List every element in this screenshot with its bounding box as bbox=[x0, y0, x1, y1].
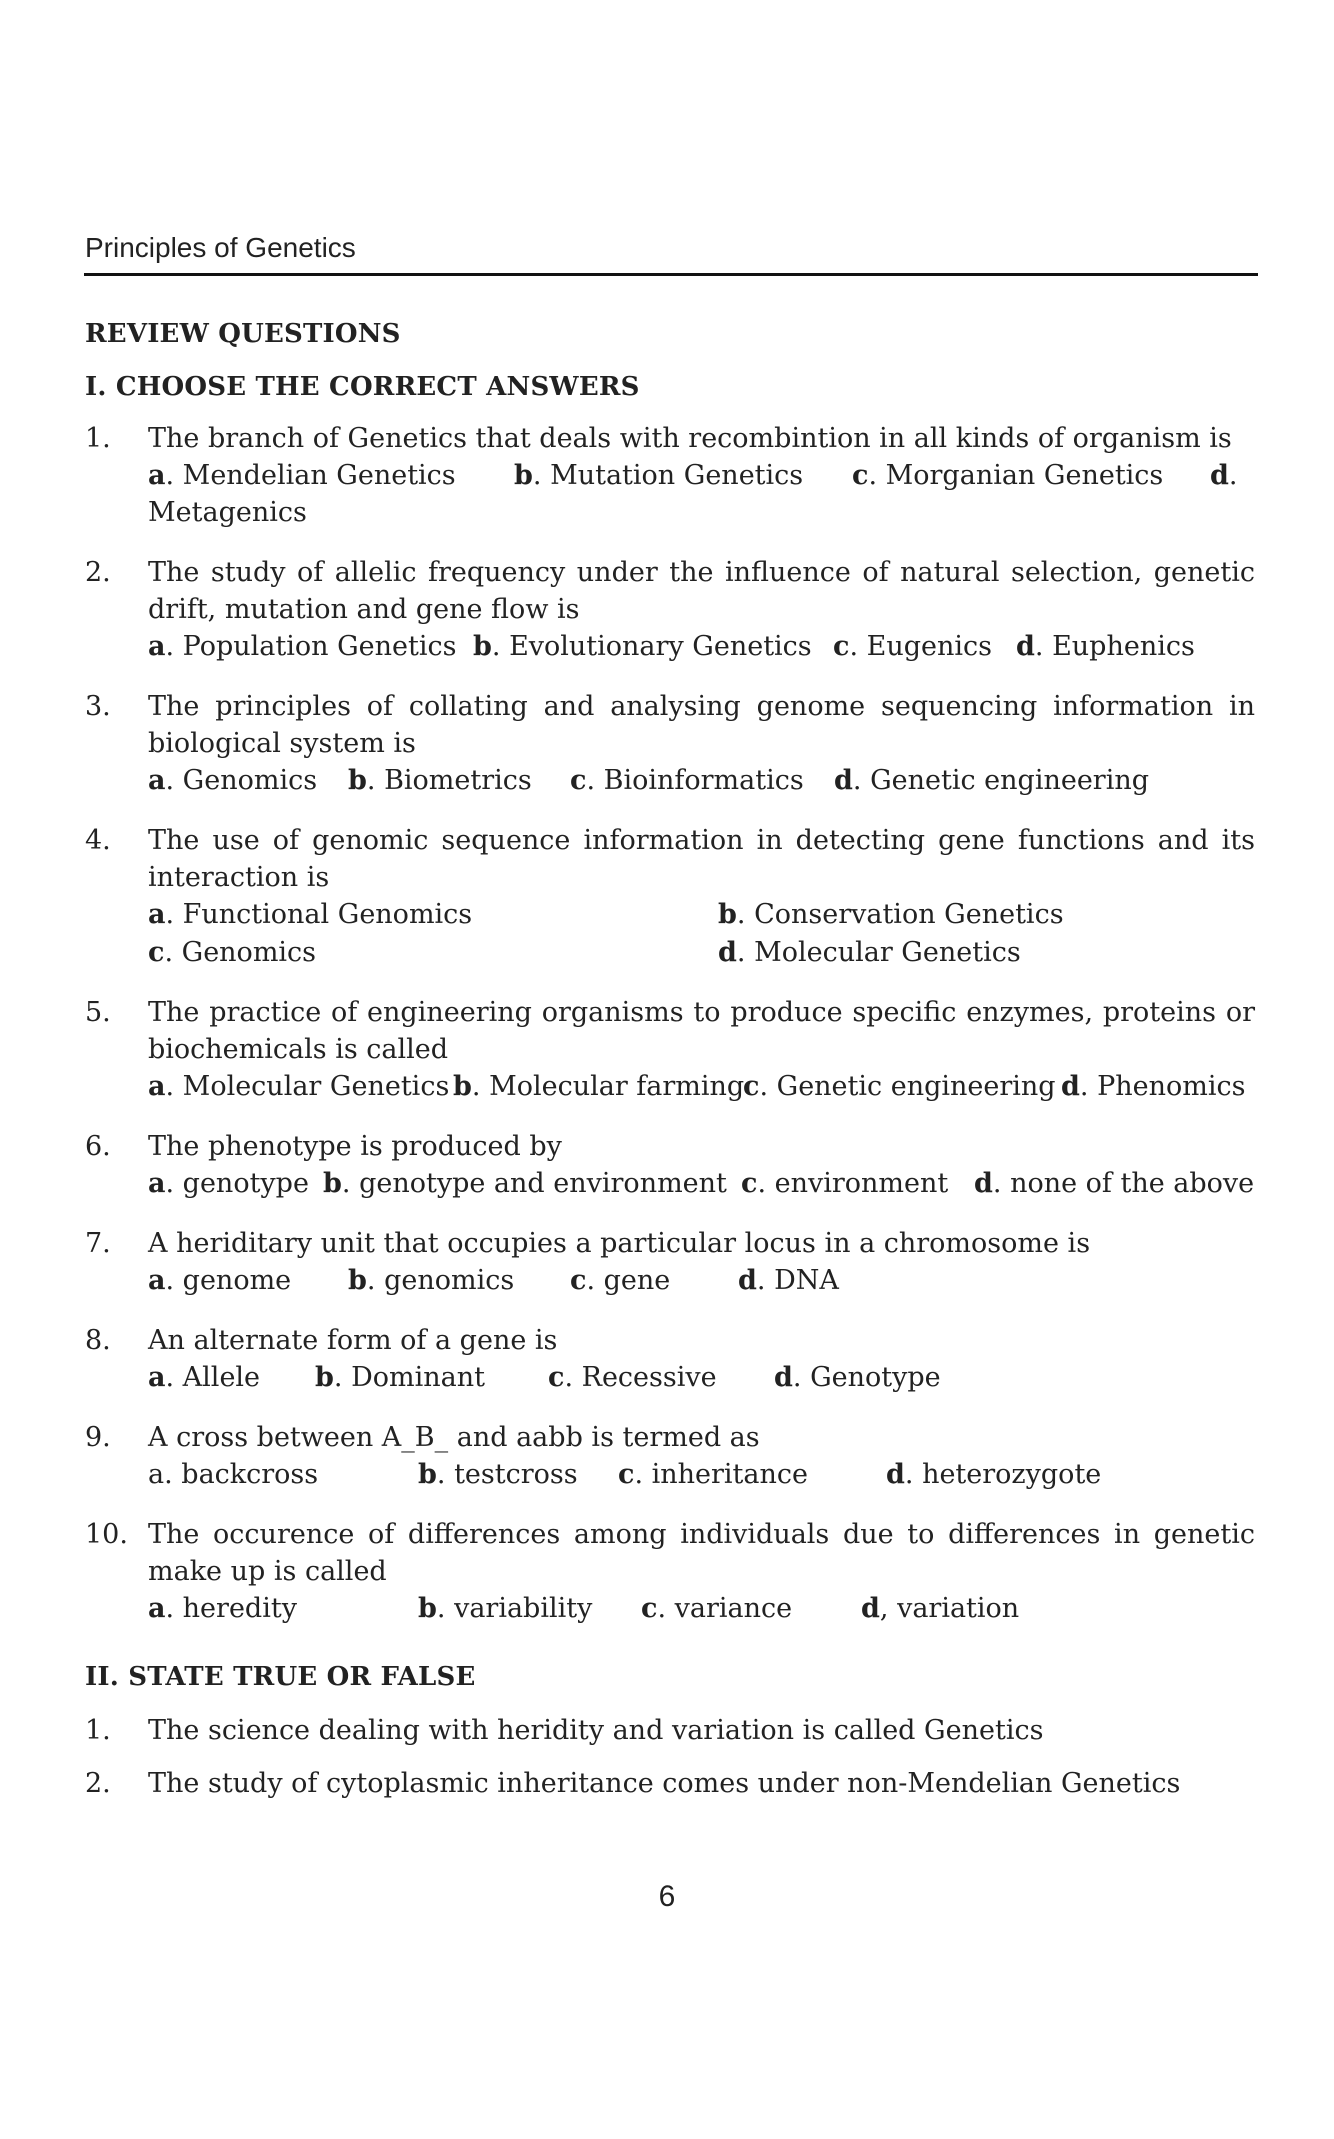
option-separator: . bbox=[757, 1168, 775, 1199]
option-text: Mendelian Genetics bbox=[182, 460, 456, 491]
answer-option bbox=[514, 457, 852, 494]
answer-option bbox=[738, 1262, 839, 1299]
option-separator: . bbox=[992, 1168, 1011, 1199]
option-text: environment bbox=[774, 1168, 949, 1199]
option-separator: . bbox=[759, 1071, 777, 1102]
option-letter: d bbox=[886, 1459, 905, 1490]
answer-option bbox=[743, 1068, 1061, 1105]
option-separator: . bbox=[657, 1593, 675, 1624]
answer-option bbox=[852, 457, 1210, 494]
answer-option bbox=[774, 1359, 941, 1396]
answer-option bbox=[418, 1456, 618, 1493]
question-number: 5. bbox=[85, 997, 111, 1028]
option-letter: c bbox=[548, 1362, 565, 1393]
option-letter: a bbox=[148, 1593, 166, 1624]
option-letter: c bbox=[741, 1168, 758, 1199]
option-letter: b bbox=[323, 1168, 342, 1199]
answer-options bbox=[148, 1456, 1255, 1493]
answer-option bbox=[348, 1262, 570, 1299]
option-text: Dominant bbox=[351, 1362, 485, 1393]
option-letter: a bbox=[148, 1362, 166, 1393]
option-letter: d bbox=[974, 1168, 993, 1199]
answer-option-continued: Metagenics bbox=[148, 497, 307, 528]
answer-option bbox=[1210, 457, 1237, 494]
question-text: An alternate form of a gene is bbox=[148, 1325, 558, 1356]
item-text: The science dealing with heridity and variation is called Genetics bbox=[148, 1715, 1044, 1746]
option-letter: d bbox=[834, 765, 853, 796]
part1-heading: I. CHOOSE THE CORRECT ANSWERS bbox=[85, 372, 640, 402]
answer-option bbox=[315, 1359, 548, 1396]
option-letter: d bbox=[718, 937, 737, 968]
option-separator: . bbox=[868, 460, 886, 491]
option-text: heterozygote bbox=[922, 1459, 1102, 1490]
item-number: 1. bbox=[85, 1715, 111, 1746]
option-separator: . bbox=[165, 460, 183, 491]
answer-option bbox=[453, 1068, 743, 1105]
answer-option bbox=[148, 628, 473, 665]
answer-options bbox=[148, 896, 1255, 971]
option-separator: . bbox=[852, 765, 871, 796]
option-text: heredity bbox=[182, 1593, 297, 1624]
question-text: The principles of collating and analysing genome sequencing information in biological system is bbox=[148, 691, 1255, 759]
header-rule bbox=[84, 273, 1258, 276]
option-text: Genetic engineering bbox=[776, 1071, 1056, 1102]
answer-option bbox=[741, 1165, 974, 1202]
answer-options bbox=[148, 1262, 1255, 1299]
question-item bbox=[85, 1225, 1255, 1299]
option-text: genome bbox=[182, 1265, 292, 1296]
question-number: 2. bbox=[85, 557, 111, 588]
option-text: genomics bbox=[384, 1265, 515, 1296]
option-letter: b bbox=[453, 1071, 472, 1102]
option-text: Mutation Genetics bbox=[550, 460, 804, 491]
option-text: inheritance bbox=[651, 1459, 808, 1490]
question-item bbox=[85, 822, 1255, 971]
answer-option bbox=[148, 1068, 453, 1105]
question-item bbox=[85, 994, 1255, 1105]
option-separator: . bbox=[532, 460, 551, 491]
option-text: variation bbox=[897, 1593, 1020, 1624]
page-number: 6 bbox=[658, 1880, 676, 1913]
question-text: A heriditary unit that occupies a particular locus in a chromosome is bbox=[148, 1228, 1091, 1259]
option-separator: . bbox=[165, 1362, 183, 1393]
answer-option bbox=[148, 457, 514, 494]
option-text: backcross bbox=[181, 1459, 319, 1490]
option-separator: . bbox=[792, 1362, 811, 1393]
option-letter: a bbox=[148, 899, 166, 930]
answer-option bbox=[570, 762, 834, 799]
option-letter: b bbox=[315, 1362, 334, 1393]
option-separator: . bbox=[366, 765, 385, 796]
option-text: genotype and environment bbox=[359, 1168, 727, 1199]
option-text: Bioinformatics bbox=[603, 765, 804, 796]
option-letter: d bbox=[1016, 631, 1035, 662]
answer-option bbox=[886, 1456, 1101, 1493]
option-separator: . bbox=[471, 1071, 490, 1102]
option-separator: , bbox=[879, 1593, 898, 1624]
option-text: Conservation Genetics bbox=[754, 899, 1064, 930]
option-letter: b bbox=[418, 1593, 437, 1624]
option-text: Euphenics bbox=[1052, 631, 1195, 662]
answer-option bbox=[861, 1590, 1019, 1627]
option-separator: . bbox=[366, 1265, 385, 1296]
item-text: The study of cytoplasmic inheritance comes under non-Mendelian Genetics bbox=[148, 1768, 1181, 1799]
option-letter: b bbox=[514, 460, 533, 491]
true-false-item bbox=[85, 1765, 1255, 1802]
answer-option bbox=[1061, 1068, 1245, 1105]
option-separator: . bbox=[586, 765, 604, 796]
option-text: Evolutionary Genetics bbox=[509, 631, 812, 662]
answer-option bbox=[570, 1262, 738, 1299]
question-number: 4. bbox=[85, 825, 111, 856]
answer-option bbox=[833, 628, 1016, 665]
question-item bbox=[85, 554, 1255, 665]
answer-option bbox=[473, 628, 833, 665]
answer-option bbox=[148, 1456, 418, 1493]
option-letter: a bbox=[148, 1071, 166, 1102]
option-text: Allele bbox=[182, 1362, 261, 1393]
part2-heading: II. STATE TRUE OR FALSE bbox=[85, 1662, 476, 1692]
option-text: testcross bbox=[454, 1459, 578, 1490]
option-text: Molecular Genetics bbox=[754, 937, 1021, 968]
option-text: variance bbox=[674, 1593, 793, 1624]
option-letter: c bbox=[570, 1265, 587, 1296]
option-text: Molecular farming bbox=[489, 1071, 745, 1102]
question-text: The branch of Genetics that deals with recombintion in all kinds of organism is bbox=[148, 423, 1232, 454]
question-item bbox=[85, 1516, 1255, 1627]
option-text: Population Genetics bbox=[182, 631, 457, 662]
answer-option bbox=[641, 1590, 861, 1627]
option-separator: . bbox=[165, 1265, 183, 1296]
true-false-item bbox=[85, 1712, 1255, 1749]
question-text: The use of genomic sequence information in detecting gene functions and its interaction is bbox=[148, 825, 1255, 893]
answer-option bbox=[418, 1590, 641, 1627]
option-separator: . bbox=[904, 1459, 923, 1490]
option-text: variability bbox=[454, 1593, 593, 1624]
option-text: Recessive bbox=[581, 1362, 717, 1393]
option-text: Functional Genomics bbox=[182, 899, 473, 930]
answer-option bbox=[148, 1359, 315, 1396]
question-text: The practice of engineering organisms to produce specific enzymes, proteins or biochemicals is called bbox=[148, 997, 1255, 1065]
answer-option bbox=[718, 934, 1288, 971]
option-letter: a bbox=[148, 460, 166, 491]
answer-option bbox=[148, 1590, 418, 1627]
answer-option bbox=[618, 1456, 886, 1493]
answer-options bbox=[148, 762, 1255, 799]
option-letter: a bbox=[148, 765, 166, 796]
option-separator: . bbox=[341, 1168, 360, 1199]
option-separator: . bbox=[586, 1265, 604, 1296]
answer-options bbox=[148, 457, 1255, 494]
question-number: 3. bbox=[85, 691, 111, 722]
option-letter: d bbox=[738, 1265, 757, 1296]
option-letter: b bbox=[348, 1265, 367, 1296]
option-separator: . bbox=[436, 1593, 455, 1624]
option-letter: a bbox=[148, 631, 166, 662]
question-number: 9. bbox=[85, 1422, 111, 1453]
question-text: A cross between A_B_ and aabb is termed as bbox=[148, 1422, 760, 1453]
option-separator: . bbox=[436, 1459, 455, 1490]
answer-option bbox=[548, 1359, 774, 1396]
answer-option bbox=[323, 1165, 741, 1202]
option-separator: . bbox=[165, 899, 183, 930]
answer-option bbox=[148, 934, 718, 971]
option-separator: . bbox=[164, 937, 182, 968]
running-head-title: Principles of Genetics bbox=[85, 232, 356, 263]
page-content bbox=[85, 316, 1255, 1818]
answer-option bbox=[974, 1165, 1254, 1202]
option-letter: a bbox=[148, 1459, 165, 1490]
option-separator: . bbox=[165, 1168, 183, 1199]
question-text: The occurence of differences among individuals due to differences in genetic make up is called bbox=[148, 1519, 1255, 1587]
option-separator: . bbox=[1034, 631, 1053, 662]
option-letter: c bbox=[618, 1459, 635, 1490]
question-number: 1. bbox=[85, 423, 111, 454]
option-separator: . bbox=[1079, 1071, 1098, 1102]
option-text: Genomics bbox=[181, 937, 317, 968]
question-number: 7. bbox=[85, 1228, 111, 1259]
answer-options bbox=[148, 1165, 1255, 1202]
option-text: Biometrics bbox=[384, 765, 532, 796]
option-separator: . bbox=[564, 1362, 582, 1393]
answer-option bbox=[148, 1262, 348, 1299]
option-letter: d bbox=[774, 1362, 793, 1393]
option-letter: c bbox=[148, 937, 165, 968]
question-number: 10. bbox=[85, 1519, 128, 1550]
option-separator: . bbox=[491, 631, 510, 662]
option-separator: . bbox=[165, 1071, 183, 1102]
option-separator: . bbox=[164, 1459, 182, 1490]
option-letter: b bbox=[473, 631, 492, 662]
option-letter: b bbox=[718, 899, 737, 930]
option-separator: . bbox=[736, 937, 755, 968]
answer-option bbox=[1016, 628, 1195, 665]
option-separator: . bbox=[333, 1362, 352, 1393]
option-text: none of the above bbox=[1010, 1168, 1255, 1199]
answer-option bbox=[834, 762, 1149, 799]
option-text: Morganian Genetics bbox=[885, 460, 1164, 491]
option-text: Molecular Genetics bbox=[182, 1071, 450, 1102]
option-separator: . bbox=[165, 1593, 183, 1624]
option-letter: d bbox=[861, 1593, 880, 1624]
question-item bbox=[85, 688, 1255, 799]
question-item bbox=[85, 1322, 1255, 1396]
option-text: Genomics bbox=[182, 765, 318, 796]
option-letter: c bbox=[641, 1593, 658, 1624]
answer-option bbox=[148, 896, 718, 933]
option-letter: c bbox=[743, 1071, 760, 1102]
option-text: DNA bbox=[774, 1265, 839, 1296]
answer-options bbox=[148, 1068, 1255, 1105]
option-letter: b bbox=[348, 765, 367, 796]
answer-options bbox=[148, 628, 1255, 665]
option-letter: a bbox=[148, 1168, 166, 1199]
option-text: Eugenics bbox=[866, 631, 992, 662]
item-number: 2. bbox=[85, 1768, 111, 1799]
option-separator: . bbox=[165, 631, 183, 662]
answer-options bbox=[148, 1359, 1255, 1396]
option-separator: . bbox=[1228, 460, 1238, 491]
answer-option bbox=[148, 762, 348, 799]
review-questions-heading: REVIEW QUESTIONS bbox=[85, 319, 401, 349]
answer-option bbox=[148, 1165, 323, 1202]
option-letter: c bbox=[833, 631, 850, 662]
option-text: genotype bbox=[182, 1168, 309, 1199]
option-letter: b bbox=[418, 1459, 437, 1490]
question-number: 8. bbox=[85, 1325, 111, 1356]
question-number: 6. bbox=[85, 1131, 111, 1162]
option-separator: . bbox=[165, 765, 183, 796]
option-text: gene bbox=[603, 1265, 671, 1296]
question-text: The phenotype is produced by bbox=[148, 1131, 562, 1162]
option-letter: c bbox=[852, 460, 869, 491]
option-text: Phenomics bbox=[1097, 1071, 1246, 1102]
question-item bbox=[85, 1128, 1255, 1202]
option-letter: c bbox=[570, 765, 587, 796]
question-item bbox=[85, 420, 1255, 531]
answer-options bbox=[148, 1590, 1255, 1627]
question-text: The study of allelic frequency under the influence of natural selection, genetic drift, mutation and gene flow is bbox=[148, 557, 1255, 625]
option-separator: . bbox=[849, 631, 867, 662]
option-separator: . bbox=[736, 899, 755, 930]
option-letter: d bbox=[1210, 460, 1229, 491]
option-text: Genetic engineering bbox=[870, 765, 1150, 796]
option-letter: d bbox=[1061, 1071, 1080, 1102]
option-text: Genotype bbox=[810, 1362, 941, 1393]
option-separator: . bbox=[756, 1265, 775, 1296]
answer-option bbox=[718, 896, 1288, 933]
option-letter: a bbox=[148, 1265, 166, 1296]
answer-option bbox=[348, 762, 570, 799]
option-separator: . bbox=[634, 1459, 652, 1490]
question-item bbox=[85, 1419, 1255, 1493]
